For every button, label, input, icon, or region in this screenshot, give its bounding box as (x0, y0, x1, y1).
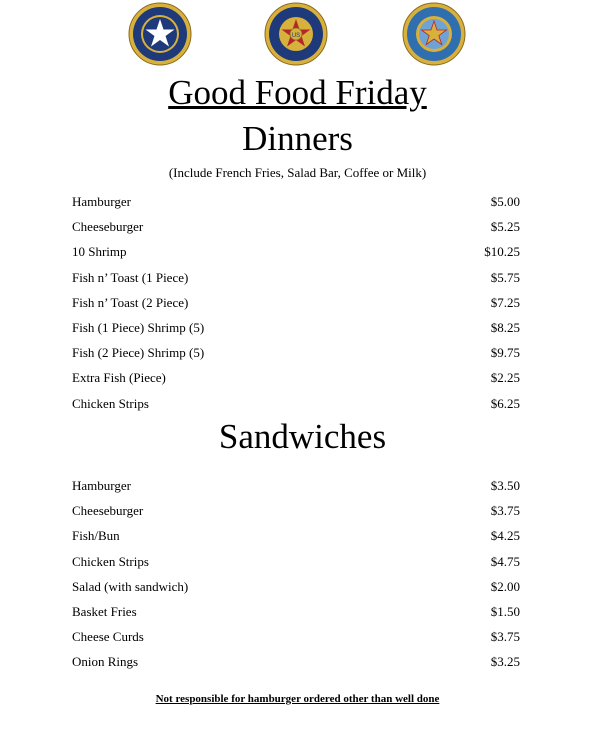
sons-of-american-legion-emblem-icon (402, 2, 466, 66)
item-price: $4.25 (490, 528, 520, 544)
item-name: Basket Fries (72, 603, 137, 619)
menu-item (72, 218, 522, 243)
item-price: $2.25 (490, 370, 520, 386)
american-legion-auxiliary-emblem-icon (128, 2, 192, 66)
menu-item (72, 502, 522, 527)
item-name: Cheese Curds (72, 629, 144, 645)
menu-item (72, 477, 522, 502)
menu-item (72, 553, 522, 578)
svg-text:US: US (291, 33, 301, 39)
sandwiches-list (72, 477, 522, 679)
emblem-row (0, 0, 595, 70)
item-price: $2.00 (490, 578, 520, 594)
item-price: $3.75 (490, 629, 520, 645)
footer-disclaimer: Not responsible for hamburger ordered other than well done (155, 693, 440, 705)
item-price: $8.25 (490, 319, 520, 335)
menu-item (72, 369, 522, 394)
item-price: $10.25 (484, 244, 520, 260)
item-name: Chicken Strips (72, 395, 149, 411)
item-name: Fish n’ Toast (1 Piece) (72, 269, 189, 285)
menu-item (72, 269, 522, 294)
item-price: $3.25 (490, 654, 520, 670)
page-title: Good Food Friday (168, 73, 427, 112)
american-legion-emblem-icon (264, 2, 328, 66)
item-name: Onion Rings (72, 654, 139, 670)
dinners-note: (Include French Fries, Salad Bar, Coffee or Milk) (168, 165, 427, 180)
dinners-heading: Dinners (242, 119, 353, 158)
item-price: $9.75 (490, 345, 520, 361)
menu-item (72, 628, 522, 653)
item-price: $3.75 (490, 503, 520, 519)
menu-item (72, 294, 522, 319)
item-price: $5.25 (490, 219, 520, 235)
item-name: 10 Shrimp (72, 244, 127, 260)
item-name: Hamburger (72, 478, 131, 493)
menu-item (72, 653, 522, 678)
menu-item (72, 603, 522, 628)
dinners-list (72, 193, 522, 420)
item-name: Cheeseburger (72, 503, 144, 519)
menu-item (72, 527, 522, 552)
menu-item (72, 578, 522, 603)
item-name: Salad (with sandwich) (72, 578, 189, 594)
menu-item (72, 344, 522, 369)
item-name: Fish (2 Piece) Shrimp (5) (72, 345, 205, 361)
item-price: $4.75 (490, 553, 520, 569)
item-name: Extra Fish (Piece) (72, 370, 166, 386)
item-price: $6.25 (490, 395, 520, 411)
item-name: Chicken Strips (72, 553, 149, 569)
item-name: Fish n’ Toast (2 Piece) (72, 294, 189, 310)
item-price: $5.00 (490, 194, 520, 209)
item-price: $1.50 (490, 603, 520, 619)
menu-item (72, 193, 522, 218)
item-name: Fish/Bun (72, 528, 120, 544)
sandwiches-heading: Sandwiches (218, 417, 387, 456)
item-name: Fish (1 Piece) Shrimp (5) (72, 319, 205, 335)
menu-item (72, 243, 522, 268)
item-price: $7.25 (490, 294, 520, 310)
item-name: Cheeseburger (72, 219, 144, 235)
item-price: $3.50 (490, 478, 520, 493)
item-price: $5.75 (490, 269, 520, 285)
item-name: Hamburger (72, 194, 131, 209)
menu-item (72, 319, 522, 344)
